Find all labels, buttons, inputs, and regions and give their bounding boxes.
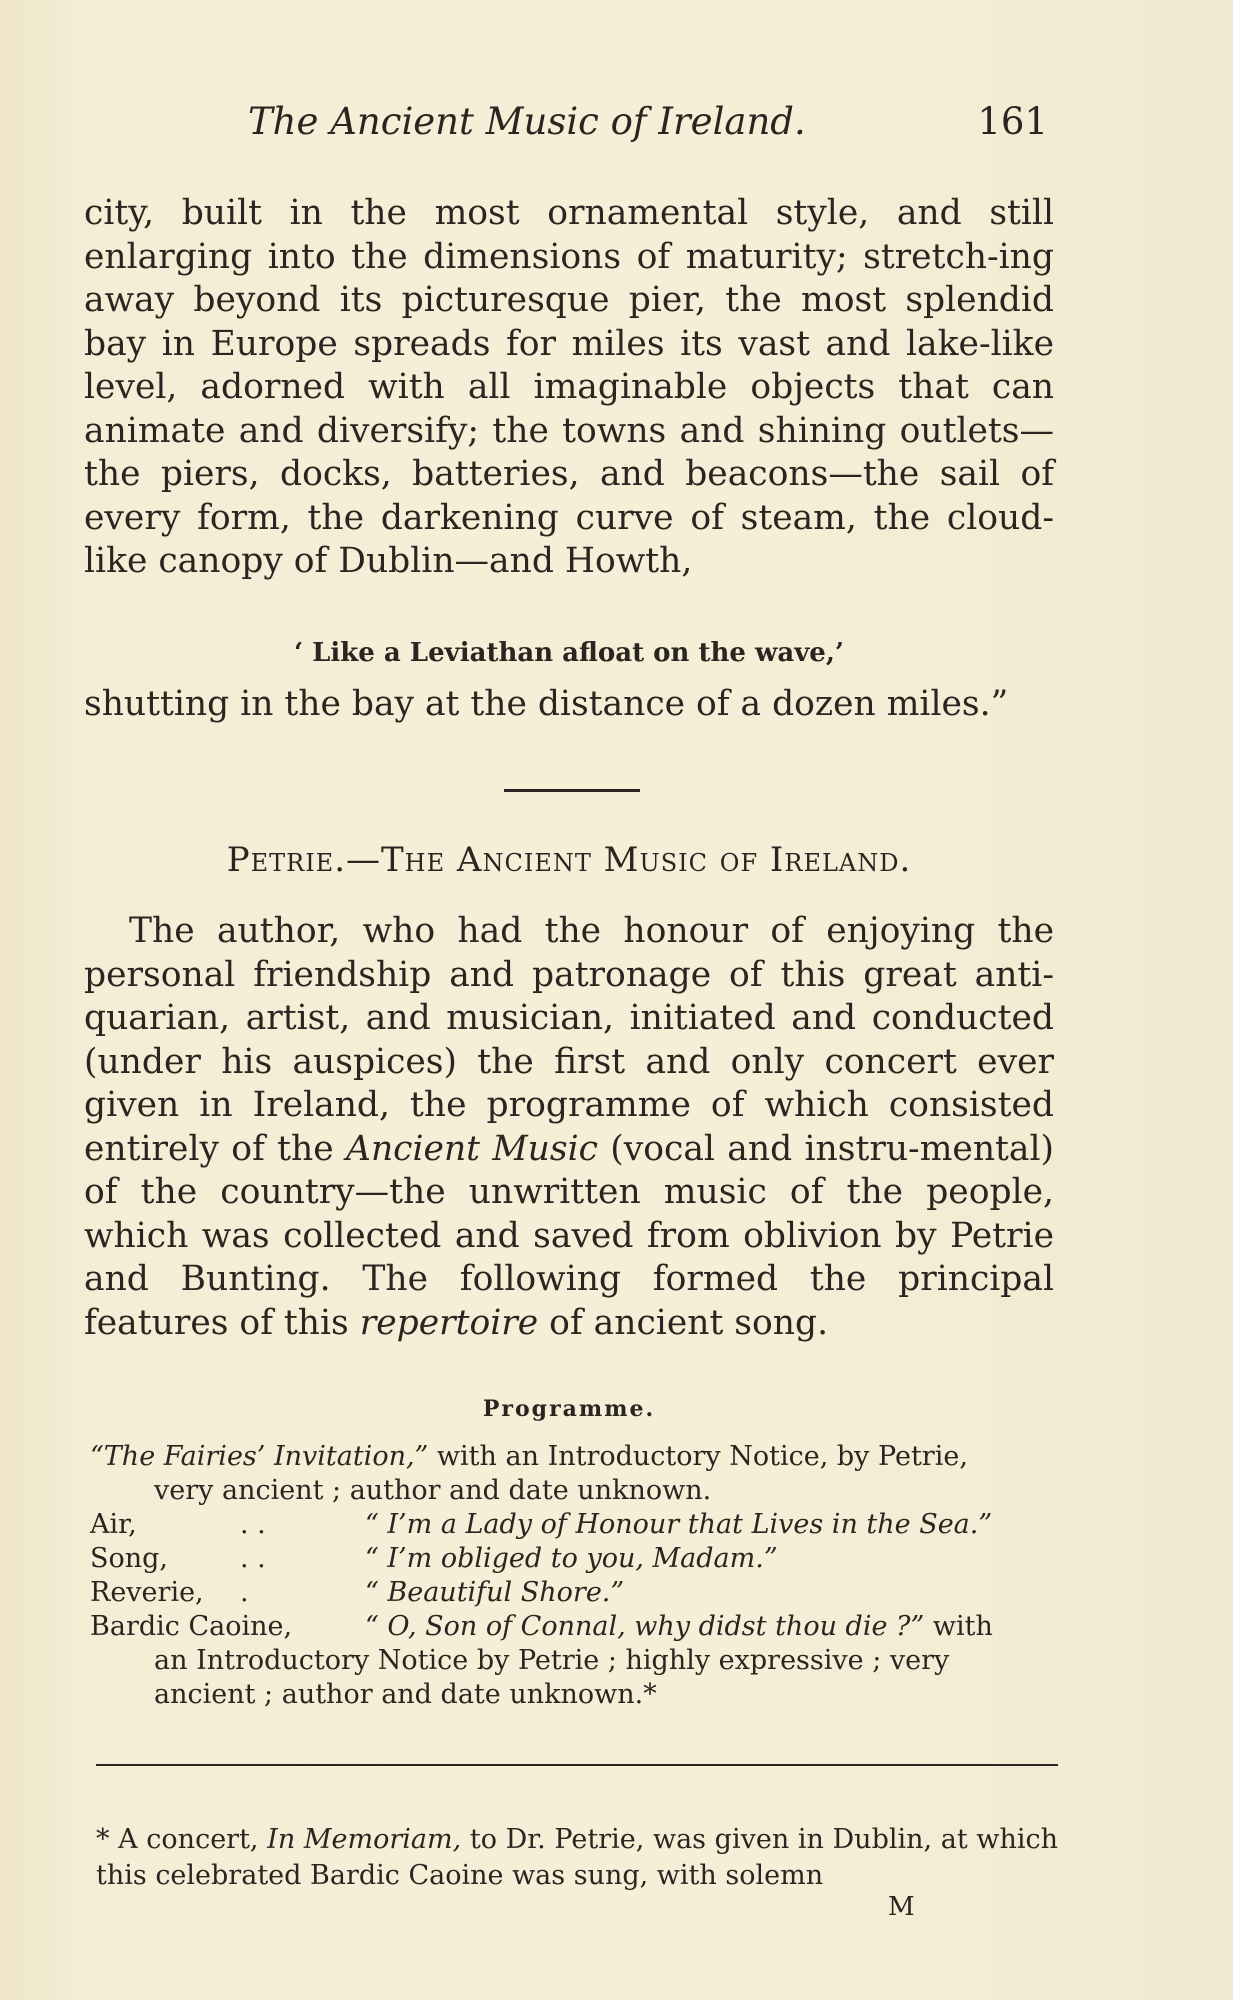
entry-text: with — [924, 1611, 993, 1642]
programme-entry — [90, 1610, 1060, 1644]
footnote — [96, 1822, 1058, 1894]
programme-entry — [90, 1508, 1060, 1542]
paragraph-continuation-end: shutting in the bay at the distance of a dozen miles.” — [84, 684, 1009, 724]
entry-leader-dots: . — [240, 1577, 249, 1608]
running-title: The Ancient Music of Ireland. — [248, 100, 806, 143]
footnote-italic: In Memoriam, — [267, 1824, 462, 1855]
programme-list — [90, 1440, 1060, 1712]
programme-entry-continuation: very ancient ; author and date unknown. — [154, 1475, 712, 1506]
paragraph-petrie — [84, 910, 1054, 1345]
paragraph-text: of ancient song. — [538, 1302, 829, 1343]
entry-kind: Reverie, — [90, 1577, 204, 1608]
song-title: “The Fairies’ Invitation,” — [90, 1441, 429, 1472]
song-title: “ I’m obliged to you, Madam.” — [365, 1543, 778, 1574]
song-title: “ O, Son of Connal, why didst thou die ?” — [365, 1611, 925, 1642]
paragraph-continuation: city, built in the most ornamental style, and still enlarging into the dimensions of maturity; stretch-ing away beyond its picturesque pier, the most splendid bay in Europe spreads for miles its vast and lake-like level, adorned with all imaginable objects that can animate and diversify; the towns and shining outlets—the piers, docks, batteries, and beacons—the sail of every form, the darkening curve of steam, the cloud-like canopy of Dublin—and Howth, — [84, 193, 1054, 581]
footnote-text: to Dr. Petrie, was given in Dublin, at which this celebrated Bardic Caoine was sung, with solemn — [96, 1824, 1058, 1891]
footnote-rule — [96, 1764, 1058, 1766]
programme-title: Programme. — [482, 1396, 656, 1422]
programme-entry — [90, 1576, 1060, 1610]
bardic-entry-text — [365, 1610, 993, 1644]
song-title: “ Beautiful Shore.” — [365, 1577, 625, 1608]
footnote-text: * A concert, — [96, 1824, 268, 1855]
italic-phrase: Ancient Music — [346, 1128, 598, 1169]
running-header — [248, 100, 1048, 150]
entry-kind: Air, — [90, 1509, 137, 1540]
section-heading: Petrie.—The Ancient Music of Ireland. — [226, 840, 912, 880]
programme-entry-continuation: ancient ; author and date unknown.* — [154, 1679, 657, 1710]
paragraph-text: The author, who had the honour of enjoying the personal friendship and patronage of this great anti-quarian, artist, and musician, initiated and conducted (under his auspices) the first and only concert ever given in Ireland, the programme of which consisted entirely of the — [84, 911, 1054, 1169]
entry-leader-dots: . . — [240, 1509, 266, 1540]
programme-entry — [90, 1440, 1060, 1474]
entry-kind: Song, — [90, 1543, 169, 1574]
programme-entry — [90, 1542, 1060, 1576]
paragraph-text: (vocal and instru-mental) of the country—the unwritten music of the people, which was collected and saved from oblivion by Petrie and Bunting. The following formed the principal features of this — [84, 1128, 1054, 1343]
entry-kind: Bardic Caoine, — [90, 1611, 293, 1642]
section-divider — [504, 789, 640, 792]
entry-text: with an Introductory Notice, by Petrie, — [428, 1441, 968, 1472]
quotation: ‘ Like a Leviathan afloat on the wave,’ — [294, 638, 844, 668]
page-number: 161 — [977, 100, 1048, 143]
programme-entry-continuation: an Introductory Notice by Petrie ; highly expressive ; very — [154, 1645, 950, 1676]
entry-leader-dots: . . — [240, 1543, 266, 1574]
song-title: “ I’m a Lady of Honour that Lives in the Sea.” — [365, 1509, 993, 1540]
signature-mark: M — [888, 1892, 915, 1922]
italic-word: repertoire — [359, 1302, 539, 1343]
